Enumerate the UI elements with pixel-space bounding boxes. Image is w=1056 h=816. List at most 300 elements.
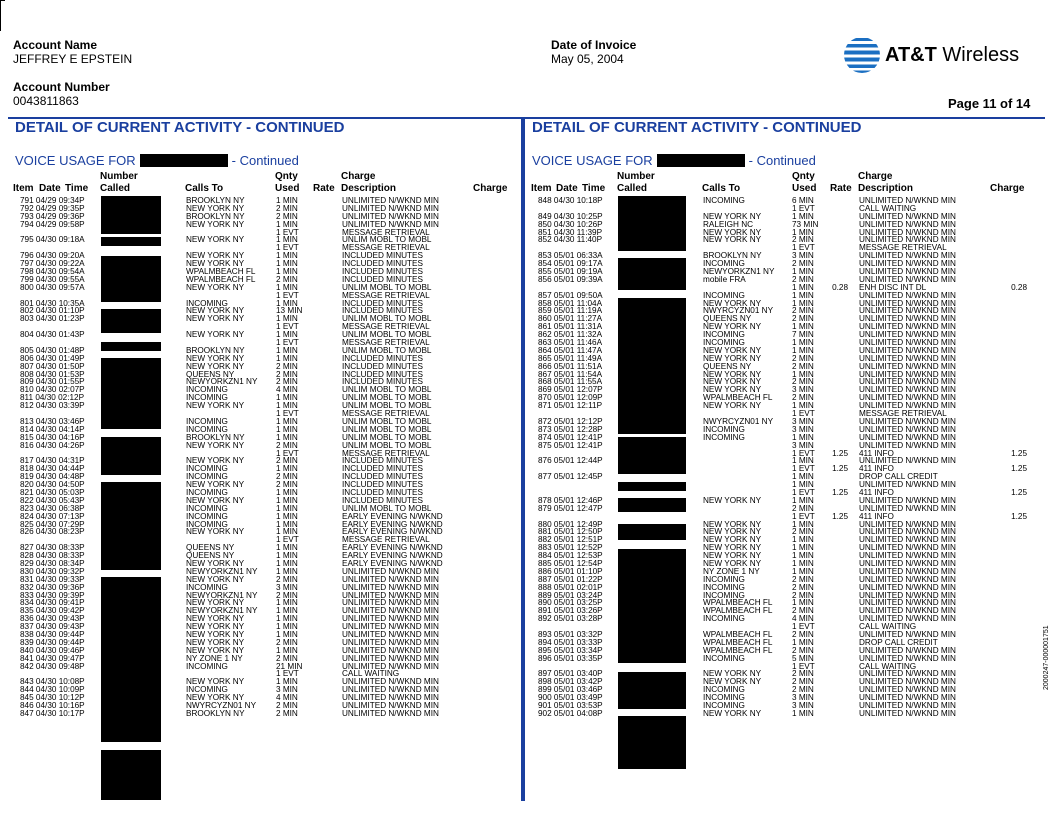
table-cell: INCLUDED MINUTES [342, 251, 423, 261]
invoice-date-label: Date of Invoice [551, 38, 637, 52]
table-cell [818, 694, 848, 702]
table-cell [818, 315, 848, 323]
table-cell [470, 442, 511, 450]
table-cell: EARLY EVENING N/WKND [342, 558, 443, 568]
table-cell: 0.28 [832, 282, 848, 292]
table-cell: UNLIMITED N/WKND MIN [859, 259, 956, 269]
redacted-number [657, 154, 745, 167]
table-cell [302, 394, 332, 402]
table-cell [818, 426, 848, 434]
table-cell: 873 05/01 12:28P [538, 424, 603, 434]
table-cell: INCLUDED MINUTES [342, 495, 423, 505]
table-cell: 1 MIN [276, 251, 298, 261]
table-cell [987, 473, 1027, 481]
col-description: Description [341, 183, 397, 194]
table-cell: 882 05/01 12:51P [538, 535, 603, 545]
table-cell [470, 473, 511, 481]
table-cell: 826 04/30 08:23P [20, 527, 85, 537]
table-cell: UNLIMITED N/WKND MIN [859, 440, 956, 450]
table-cell: NEW YORK NY [186, 614, 245, 624]
table-cell [302, 544, 332, 552]
table-cell: NEWYORKZN1 NY [703, 267, 775, 277]
table-cell: 859 05/01 11:19A [538, 306, 603, 316]
col-called: Called [100, 183, 131, 194]
table-cell [987, 307, 1027, 315]
table-cell [302, 647, 332, 655]
table-cell: 2 MIN [792, 574, 814, 584]
table-cell [470, 599, 511, 607]
table-cell [302, 236, 332, 244]
table-cell: UNLIMITED N/WKND MIN [859, 322, 956, 332]
left-rate-column [302, 197, 332, 718]
table-cell: WPALMBEACH FL [703, 606, 773, 616]
table-cell: NEW YORK NY [703, 227, 762, 237]
table-cell: 21 MIN [276, 661, 303, 671]
redacted-number [140, 154, 228, 167]
table-cell: INCLUDED MINUTES [342, 306, 423, 316]
table-cell: 73 MIN [792, 219, 819, 229]
table-cell: INCOMING [703, 614, 745, 624]
table-cell [302, 536, 332, 544]
table-cell [302, 505, 332, 513]
table-cell [987, 363, 1027, 371]
table-cell [302, 568, 332, 576]
section-title-right: DETAIL OF CURRENT ACTIVITY - CONTINUED [532, 119, 862, 136]
table-cell: UNLIMITED N/WKND MIN [859, 401, 956, 411]
table-cell [302, 655, 332, 663]
redaction-block [101, 482, 161, 570]
table-cell: NEW YORK NY [186, 456, 245, 466]
table-cell: 1 EVT [792, 661, 815, 671]
table-cell: INCOMING [703, 432, 745, 442]
table-cell [302, 457, 332, 465]
table-cell: 411 INFO [859, 464, 894, 474]
table-cell [302, 615, 332, 623]
table-cell: 806 04/30 01:49P [20, 353, 85, 363]
table-cell: INCLUDED MINUTES [342, 353, 423, 363]
table-cell: 1 MIN [276, 330, 298, 340]
redaction-block [101, 358, 161, 429]
right-description-column [859, 197, 956, 718]
table-cell: 1 EVT [792, 448, 815, 458]
table-cell [987, 386, 1027, 394]
table-cell: 870 05/01 12:09P [538, 393, 603, 403]
table-cell: UNLIMITED N/WKND MIN [859, 480, 956, 490]
table-cell: 833 04/30 09:39P [20, 590, 85, 600]
table-cell: 864 05/01 11:47A [538, 345, 603, 355]
table-cell: 881 05/01 12:50P [538, 527, 603, 537]
globe-logo-icon [843, 36, 881, 74]
table-cell: NEW YORK NY [703, 235, 762, 245]
table-cell: 1 MIN [276, 219, 298, 229]
table-cell: 5 MIN [792, 653, 814, 663]
table-cell: UNLIM MOBL TO MOBL [342, 282, 432, 292]
table-cell: NEW YORK NY [703, 677, 762, 687]
table-cell [818, 402, 848, 410]
table-cell [470, 670, 511, 678]
table-cell [302, 513, 332, 521]
table-cell [302, 371, 332, 379]
table-cell: 1 MIN [276, 495, 298, 505]
table-cell: EARLY EVENING N/WKND [342, 527, 443, 537]
table-cell [818, 307, 848, 315]
table-cell [987, 615, 1027, 623]
table-cell: 1 MIN [276, 345, 298, 355]
table-cell [302, 599, 332, 607]
table-cell: 1 MIN [276, 598, 298, 608]
table-cell: 1 MIN [792, 637, 814, 647]
table-cell: 1 MIN [792, 322, 814, 332]
table-cell: 2 MIN [276, 274, 298, 284]
table-cell [302, 623, 332, 631]
table-cell [470, 521, 511, 529]
table-cell: 1 EVT [276, 290, 299, 300]
table-cell: INCLUDED MINUTES [342, 298, 423, 308]
table-cell [470, 260, 511, 268]
table-cell: 848 04/30 10:18P [538, 196, 603, 205]
table-cell: 1 MIN [276, 558, 298, 568]
table-cell: WPALMBEACH FL [703, 629, 773, 639]
table-cell: 894 05/01 03:33P [538, 637, 603, 647]
table-cell: 842 04/30 09:48P [20, 661, 85, 671]
table-cell: INCOMING [703, 259, 745, 269]
table-cell: 796 04/30 09:20A [20, 251, 85, 261]
table-cell [470, 394, 511, 402]
table-cell: UNLIMITED N/WKND MIN [859, 503, 956, 513]
table-cell [987, 528, 1027, 536]
col-used: Used [275, 183, 300, 194]
table-cell: 1 MIN [276, 267, 298, 277]
table-cell: 866 05/01 11:51A [538, 361, 603, 371]
table-cell: NEW YORK NY [186, 598, 245, 608]
table-cell [987, 623, 1027, 631]
table-cell: 1 MIN [792, 495, 814, 505]
table-cell [470, 576, 511, 584]
table-cell [302, 284, 332, 292]
table-cell [470, 592, 511, 600]
table-cell [703, 473, 774, 481]
table-cell: 1 MIN [792, 432, 814, 442]
table-cell: 828 04/30 08:33P [20, 551, 85, 561]
table-cell: 846 04/30 10:16P [20, 701, 85, 710]
table-cell: 822 04/30 05:43P [20, 495, 85, 505]
table-cell: UNLIMITED N/WKND MIN [859, 330, 956, 340]
table-cell [987, 560, 1027, 568]
table-cell [302, 418, 332, 426]
right-rate-column [818, 197, 848, 718]
table-cell [987, 205, 1027, 213]
table-cell: UNLIMITED N/WKND MIN [859, 251, 956, 261]
table-cell: 863 05/01 11:46A [538, 338, 603, 348]
table-cell: 851 04/30 11:39P [538, 227, 603, 237]
table-cell [987, 244, 1027, 252]
table-cell: 1 MIN [792, 543, 814, 553]
table-cell: 808 04/30 01:53P [20, 369, 85, 379]
redaction-block [101, 598, 161, 742]
table-cell [302, 276, 332, 284]
table-cell: 825 04/30 07:29P [20, 519, 85, 529]
table-cell: 876 05/01 12:44P [538, 456, 603, 466]
table-cell: UNLIMITED N/WKND MIN [859, 551, 956, 561]
table-cell: 902 05/01 04:08P [538, 708, 603, 718]
table-cell: 886 05/01 01:10P [538, 566, 603, 576]
table-cell [470, 639, 511, 647]
table-cell: NEW YORK NY [186, 251, 245, 261]
table-cell: NEW YORK NY [186, 330, 245, 340]
col-date: Date [556, 183, 578, 194]
table-cell: 1 MIN [792, 338, 814, 348]
table-cell [818, 221, 848, 229]
table-cell: 2 MIN [792, 314, 814, 324]
table-cell: INCOMING [186, 385, 228, 395]
table-cell [302, 229, 332, 237]
table-cell: 862 05/01 11:32A [538, 330, 603, 340]
table-cell [987, 663, 1027, 671]
table-cell [470, 450, 511, 458]
table-cell [987, 678, 1027, 686]
table-cell [818, 536, 848, 544]
table-cell: 1 MIN [792, 290, 814, 300]
table-cell: UNLIMITED N/WKND MIN [859, 274, 956, 284]
table-cell: UNLIMITED N/WKND MIN [859, 629, 956, 639]
table-cell: 2 MIN [276, 708, 298, 718]
table-cell: INCOMING [703, 685, 745, 695]
table-cell [987, 236, 1027, 244]
table-cell: NEW YORK NY [186, 495, 245, 505]
table-cell [470, 426, 511, 434]
table-cell [818, 663, 848, 671]
invoice-date: May 05, 2004 [551, 52, 624, 66]
table-cell: MESSAGE RETRIEVAL [859, 243, 947, 253]
table-cell: 2 MIN [792, 677, 814, 687]
table-cell: 835 04/30 09:42P [20, 606, 85, 616]
table-cell: 813 04/30 03:46P [20, 416, 85, 426]
table-cell [818, 339, 848, 347]
table-cell [302, 268, 332, 276]
table-cell: 1 MIN [276, 393, 298, 403]
table-cell [987, 576, 1027, 584]
table-cell: NEW YORK NY [186, 282, 245, 292]
table-cell: 411 INFO [859, 448, 894, 458]
table-cell: 875 05/01 12:41P [538, 440, 603, 450]
table-cell [302, 197, 332, 205]
table-cell: UNLIMITED N/WKND MIN [342, 574, 439, 584]
table-cell: 2 MIN [276, 590, 298, 600]
table-cell: UNLIMITED N/WKND MIN [859, 495, 956, 505]
table-cell: INCOMING [186, 685, 228, 695]
table-cell: EARLY EVENING N/WKND [342, 519, 443, 529]
table-cell: 795 04/30 09:18A [20, 235, 85, 245]
table-cell: UNLIMITED N/WKND MIN [859, 385, 956, 395]
table-cell [302, 450, 332, 458]
table-cell: INCLUDED MINUTES [342, 472, 423, 482]
table-cell: 856 05/01 09:39A [538, 274, 603, 284]
table-cell [470, 655, 511, 663]
table-cell [987, 694, 1027, 702]
brand-logo [843, 36, 1033, 76]
table-cell: 2 MIN [792, 377, 814, 387]
table-cell: UNLIMITED N/WKND MIN [342, 219, 439, 229]
table-cell: 2 MIN [792, 235, 814, 245]
table-cell: 2 MIN [276, 440, 298, 450]
table-cell [470, 615, 511, 623]
col-charge: Charge [473, 183, 508, 194]
table-cell [703, 457, 774, 465]
table-cell: UNLIM MOBL TO MOBL [342, 393, 432, 403]
table-cell: MESSAGE RETRIEVAL [342, 243, 430, 253]
table-cell: 1 MIN [792, 298, 814, 308]
table-cell [470, 623, 511, 631]
redaction-block [618, 437, 686, 474]
table-cell [302, 307, 332, 315]
table-cell [818, 292, 848, 300]
table-cell [470, 284, 511, 292]
table-cell: NEW YORK NY [703, 551, 762, 561]
table-cell [302, 378, 332, 386]
table-cell: 3 MIN [792, 385, 814, 395]
table-cell: 2 MIN [276, 480, 298, 490]
table-cell: 4 MIN [276, 693, 298, 703]
table-cell [470, 252, 511, 260]
table-cell: 1 EVT [276, 535, 299, 545]
table-cell: 1 MIN [276, 282, 298, 292]
table-cell: NEW YORK NY [186, 203, 245, 213]
table-cell [818, 623, 848, 631]
account-number: 0043811863 [13, 94, 79, 108]
table-cell: 832 04/30 09:36P [20, 582, 85, 592]
table-cell: UNLIMITED N/WKND MIN [859, 614, 956, 624]
redaction-block [101, 256, 161, 302]
table-cell [302, 386, 332, 394]
table-cell: UNLIMITED N/WKND MIN [859, 353, 956, 363]
table-cell: 794 04/29 09:58P [20, 219, 85, 229]
table-cell [470, 497, 511, 505]
table-cell: 793 04/29 09:36P [20, 211, 85, 221]
table-cell [987, 497, 1027, 505]
table-cell: 1 MIN [276, 606, 298, 616]
table-cell [818, 599, 848, 607]
table-cell [470, 339, 511, 347]
table-cell: 2 MIN [276, 456, 298, 466]
table-cell [818, 371, 848, 379]
table-cell: UNLIMITED N/WKND MIN [342, 606, 439, 616]
table-cell: 888 05/01 02:01P [538, 582, 603, 592]
table-cell: 805 04/30 01:48P [20, 345, 85, 355]
table-cell: UNLIMITED N/WKND MIN [859, 456, 956, 466]
table-cell [818, 473, 848, 481]
table-cell: 3 MIN [792, 701, 814, 710]
table-cell: 872 05/01 12:12P [538, 416, 603, 426]
table-cell [987, 197, 1027, 205]
table-cell [987, 315, 1027, 323]
table-cell: UNLIMITED N/WKND MIN [342, 637, 439, 647]
table-cell: 3 MIN [276, 582, 298, 592]
table-cell: NEW YORK NY [703, 377, 762, 387]
table-cell: NWYRCYZN01 NY [703, 416, 774, 426]
table-cell [987, 434, 1027, 442]
column-divider [521, 117, 525, 801]
table-cell: 847 04/30 10:17P [20, 708, 85, 718]
table-cell: UNLIM MOBL TO MOBL [342, 345, 432, 355]
account-name: JEFFREY E EPSTEIN [13, 52, 133, 66]
table-cell: 853 05/01 06:33A [538, 251, 603, 261]
col-time: Time [65, 183, 89, 194]
table-cell: 3 MIN [792, 251, 814, 261]
table-cell: 811 04/30 02:12P [20, 393, 85, 403]
table-cell: 2 MIN [792, 306, 814, 316]
table-cell [987, 300, 1027, 308]
table-cell: INCOMING [703, 590, 745, 600]
table-cell: UNLIMITED N/WKND MIN [342, 685, 439, 695]
table-cell: UNLIMITED N/WKND MIN [859, 653, 956, 663]
table-cell [302, 315, 332, 323]
table-cell: NEW YORK NY [703, 369, 762, 379]
table-cell: 1 MIN [276, 629, 298, 639]
table-cell [302, 702, 332, 710]
table-cell [302, 694, 332, 702]
table-cell: 849 04/30 10:25P [538, 211, 603, 221]
table-cell: UNLIMITED N/WKND MIN [342, 661, 439, 671]
table-cell [470, 702, 511, 710]
table-cell: 855 05/01 09:19A [538, 267, 603, 277]
table-cell: 411 INFO [859, 487, 894, 497]
table-cell: 2 MIN [276, 701, 298, 710]
table-cell [302, 300, 332, 308]
table-cell [302, 592, 332, 600]
table-cell: 1.25 [1011, 464, 1027, 474]
table-cell: 829 04/30 08:34P [20, 558, 85, 568]
table-cell: UNLIMITED N/WKND MIN [859, 669, 956, 679]
table-cell: 6 MIN [792, 196, 814, 205]
page-number: Page 11 of 14 [948, 96, 1031, 111]
table-cell: 854 05/01 09:17A [538, 259, 603, 269]
table-cell: UNLIMITED N/WKND MIN [859, 566, 956, 576]
redaction-block [101, 437, 161, 475]
table-cell: MESSAGE RETRIEVAL [859, 409, 947, 419]
table-cell: 1 MIN [792, 456, 814, 466]
table-cell: NEW YORK NY [703, 708, 762, 718]
table-cell [470, 410, 511, 418]
table-cell [703, 442, 774, 450]
table-cell: 798 04/30 09:54A [20, 267, 85, 277]
table-cell: NEWYORKZN1 NY [186, 590, 258, 600]
table-cell [818, 331, 848, 339]
table-cell: 1 MIN [792, 480, 814, 490]
table-cell: UNLIMITED N/WKND MIN [859, 558, 956, 568]
right-used-column [792, 197, 818, 718]
table-cell: UNLIMITED N/WKND MIN [859, 306, 956, 316]
table-cell: 1 MIN [792, 267, 814, 277]
table-cell [987, 252, 1027, 260]
table-cell: UNLIMITED N/WKND MIN [342, 622, 439, 632]
table-cell: NEW YORK NY [703, 519, 762, 529]
table-cell [987, 418, 1027, 426]
table-cell [470, 276, 511, 284]
crop-mark [0, 0, 5, 31]
table-cell: NEW YORK NY [186, 219, 245, 229]
table-cell: NEW YORK NY [703, 558, 762, 568]
table-cell [302, 347, 332, 355]
table-cell [470, 402, 511, 410]
table-cell: NEW YORK NY [186, 693, 245, 703]
table-cell: 804 04/30 01:43P [20, 330, 85, 340]
table-cell: 1 MIN [792, 708, 814, 718]
table-cell: UNLIMITED N/WKND MIN [859, 314, 956, 324]
table-cell: UNLIMITED N/WKND MIN [859, 290, 956, 300]
left-description-column [342, 197, 443, 718]
table-cell: 1 MIN [792, 566, 814, 576]
table-cell [818, 528, 848, 536]
